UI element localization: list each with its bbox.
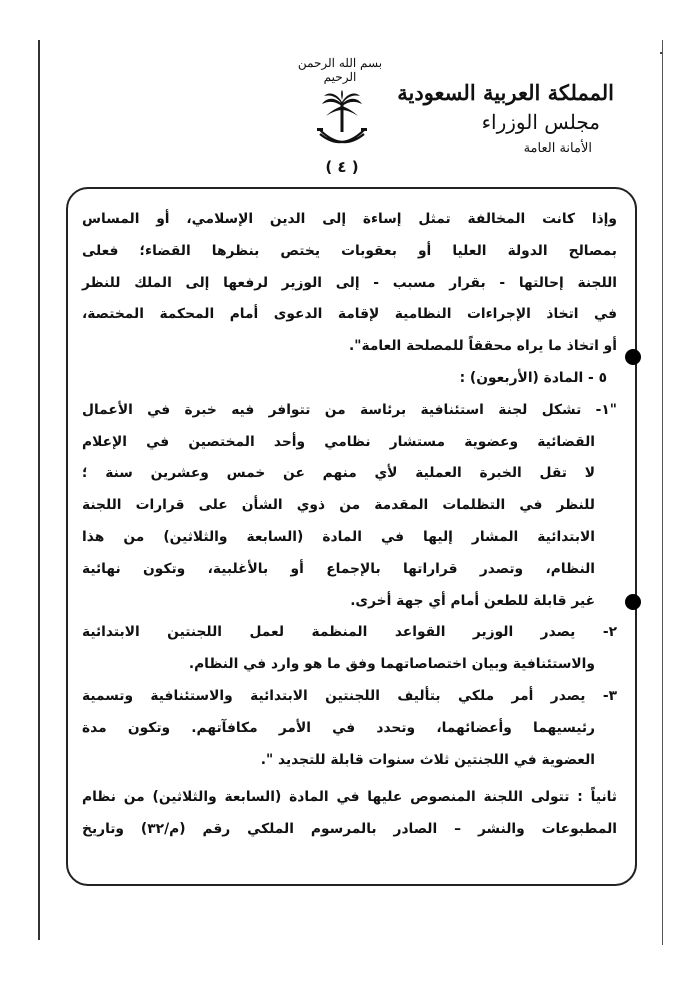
secretariat-name: الأمانة العامة [523, 141, 592, 156]
body-line: وإذا كانت المخالفة تمثل إساءة إلى الدين الإسلامي، أو المساس [82, 211, 617, 227]
body-line: اللجنة إحالتها - بقرار مسبب - إلى الوزير لرفعها إلى الملك للنظر [82, 274, 617, 291]
punch-hole [625, 349, 641, 365]
page-left-edge [38, 40, 40, 940]
body-line: أو اتخاذ ما يراه محققاً للمصلحة العامة". [349, 338, 617, 355]
body-line: القضائية وعضوية مستشار نظامي وأحد المختصين في الإعلام [82, 433, 595, 450]
body-line: في اتخاذ الإجراءات النظامية لإقامة الدعوى أمام المحكمة المختصة، [82, 306, 617, 323]
body-line: غير قابلة للطعن أمام أي جهة أخرى. [350, 592, 595, 609]
basmala: بسم الله الرحمن الرحيم [297, 56, 383, 84]
article-heading: ٥ - المادة (الأربعون) : [459, 369, 607, 386]
body-line: لا تقل الخبرة العملية لأي منهم عن خمس وعشرين سنة ؛ [82, 465, 595, 482]
body-line: النظام، وتصدر قراراتها بالإجماع أو بالأغلبية، وتكون نهائية [82, 560, 595, 577]
council-name: مجلس الوزراء [481, 110, 600, 134]
document-body [82, 204, 617, 846]
body-line: "١- تشكل لجنة استئنافية برئاسة من تتوافر فيه خبرة في الأعمال [82, 401, 617, 418]
scan-speck [660, 52, 662, 54]
body-line: ٢- يصدر الوزير القواعد المنظمة لعمل اللجنتين الابتدائية [82, 624, 617, 641]
body-line: رئيسيهما وأعضائهما، وتحدد في الأمر مكافآتهم. وتكون مدة [82, 719, 595, 736]
page-number: ( ٤ ) [325, 158, 359, 176]
saudi-emblem-palm-swords-icon [312, 90, 372, 152]
body-line: للنظر في التظلمات المقدمة من ذوي الشأن على قرارات اللجنة [82, 497, 595, 514]
body-line: ثانياً : تتولى اللجنة المنصوص عليها في المادة (السابعة والثلاثين) من نظام [82, 789, 617, 806]
body-line: ٣- يصدر أمر ملكي بتأليف اللجنتين الابتدائية والاستئنافية وتسمية [82, 687, 617, 704]
body-line: والاستئنافية وبيان اختصاصاتهما وفق ما هو وارد في النظام. [188, 656, 595, 673]
punch-hole [625, 594, 641, 610]
body-line: بمصالح الدولة العليا أو بعقوبات يختص بنظرها القضاء؛ فعلى [82, 242, 617, 259]
body-line: الابتدائية المشار إليها في المادة (السابعة والثلاثين) من هذا [82, 528, 595, 545]
body-line: العضوية في اللجنتين ثلاث سنوات قابلة للتجديد ". [260, 751, 595, 768]
kingdom-name: المملكة العربية السعودية [397, 80, 614, 105]
page-right-edge [662, 40, 663, 945]
letterhead [394, 78, 614, 162]
body-line: المطبوعات والنشر – الصادر بالمرسوم الملكي رقم (م/٣٢) وتاريخ [82, 821, 617, 838]
